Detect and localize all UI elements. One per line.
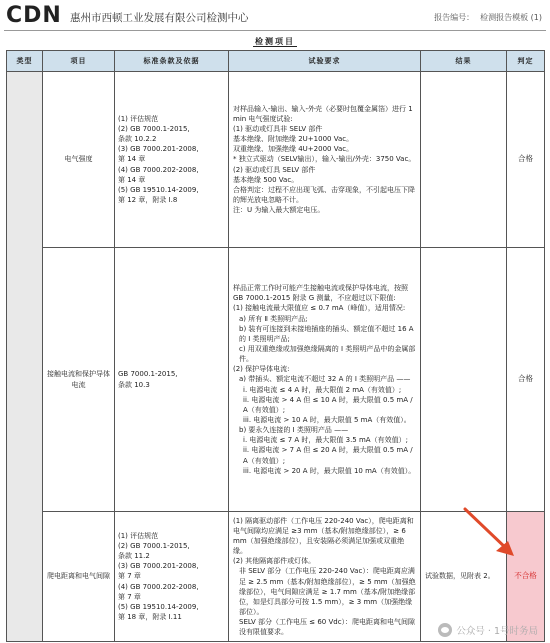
result-cell: [421, 72, 507, 248]
standard-cell: (1) 评估规范 (2) GB 7000.1-2015, 条款 10.2.2 (3) GB 7000.201-2008, 第 14 章 (4) GB 7000.202-2008, 第 14 章 (5) GB 19510.14-2009, 第 12 章，附录 I.8: [115, 72, 229, 248]
table-row: [7, 72, 545, 248]
table-row: [7, 248, 545, 512]
header-type: 类型: [7, 51, 43, 72]
verdict-cell: 合格: [507, 248, 545, 512]
requirement-cell: (1) 隔离驱动部件（工作电压 220-240 Vac），爬电距离和电气间隙均应满足 ≥3 mm（基本/附加绝缘部位），≥ 6 mm（加强绝缘部位），且安装隔必须满足加强或双重绝缘。 (2) 其他隔离部件或灯体。 非 SELV 部分（工作电压 220-240 Vac）：爬电距离应满足 ≥ 2.5 mm（基本/附加绝缘部位），≥ 5 mm（加强绝缘部位），电气间隙应满足 ≥ 1.7 mm（基本/附加绝缘部位，如是灯具部分可按 1.5 mm），≥ 3 mm（加强绝缘部位）。 SELV 部分（工作电压 ≤ 60 Vdc）：爬电距离和电气间隙没有限值要求。: [229, 512, 421, 642]
result-cell: 试验数据，见附表 2。: [421, 512, 507, 642]
requirement-cell: 对样品输入-输出、输入-外壳（必要时包覆金属箔）进行 1 min 电气强度试验: (1) 驱动或灯具非 SELV 部件 基本绝缘、附加绝缘 2U+1000 Vac。 双重绝缘、加强绝缘 4U+2000 Vac。 * 独立式驱动（SELV输出），输入-输出/外壳：3750 Vac。 (2) 驱动或灯具 SELV 部件 基本绝缘 500 Vac。 合格判定：过程不应出现飞弧、击穿现象，不引起电压下降的辉光放电忽略不计。 注：U 为输入最大额定电压。: [229, 72, 421, 248]
item-cell: 爬电距离和电气间隙: [43, 512, 115, 642]
table-header-row: [7, 51, 545, 72]
standard-cell: GB 7000.1-2015, 条款 10.3: [115, 248, 229, 512]
header-standard: 标准条款及依据: [115, 51, 229, 72]
result-cell: [421, 248, 507, 512]
header-requirement: 试验要求: [229, 51, 421, 72]
report-number-label: 报告编号：: [434, 13, 475, 22]
header-result: 结果: [421, 51, 507, 72]
header-item: 项目: [43, 51, 115, 72]
header-verdict: 判定: [507, 51, 545, 72]
report-number: [428, 12, 542, 23]
arrow-icon: [462, 506, 517, 558]
company-logo: [6, 5, 62, 27]
logo-text: CDN: [6, 3, 62, 28]
verdict-cell-fail: 不合格: [507, 512, 545, 642]
standard-cell: (1) 评估规范 (2) GB 7000.1-2015, 条款 11.2 (3) GB 7000.201-2008, 第 7 章 (4) GB 7000.202-2008, 第 7 章 (5) GB 19510.14-2009, 第 18 章，附录 I.11: [115, 512, 229, 642]
report-number-value: 检测报告模板 (1): [480, 13, 542, 22]
report-header: [0, 0, 550, 34]
header-divider: [4, 30, 546, 31]
watermark: [438, 623, 538, 637]
requirement-cell: 样品正常工作时可能产生接触电流或保护导体电流，按照 GB 7000.1-2015 附录 G 测量，不应超过以下限值: (1) 接触电流最大限值应 ≤ 0.7 mA（峰值），适用情况: a) 所有 Ⅱ 类照明产品; b) 装有可连接到未接地插座的插头、额定值不超过 16 A 的 Ⅰ 类照明产品; c) 用双重绝缘或加强绝缘隔离的 Ⅰ 类照明产品中的金属部件。 (2) 保护导体电流: a) 带插头、额定电流不超过 32 A 的 Ⅰ 类照明产品 —— i. 电源电流 ≤ 4 A 时，最大限值 2 mA（有效值）; ii. 电源电流 > 4 A 但 ≤ 10 A 时，最大限值 0.5 mA / A（有效值）; iii. 电源电流 > 10 A 时，最大限值 5 mA（有效值）。 b) 要永久连接的 Ⅰ 类照明产品 —— i. 电源电流 ≤ 7 A 时，最大限值 3.5 mA（有效值）; ii. 电源电流 > 7 A 但 ≤ 20 A 时，最大限值 0.5 mA / A（有效值）; iii. 电源电流 > 20 A 时，最大限值 10 mA（有效值）。: [229, 248, 421, 512]
type-cell: [7, 72, 43, 642]
watermark-text: 公众号 · 1号时务局: [456, 626, 538, 637]
company-name: 惠州市西顿工业发展有限公司检测中心: [70, 12, 249, 24]
verdict-cell: 合格: [507, 72, 545, 248]
section-title: 检测项目: [255, 37, 295, 46]
wechat-icon: [438, 623, 452, 637]
item-cell: 接触电流和保护导体电流: [43, 248, 115, 512]
item-cell: 电气强度: [43, 72, 115, 248]
